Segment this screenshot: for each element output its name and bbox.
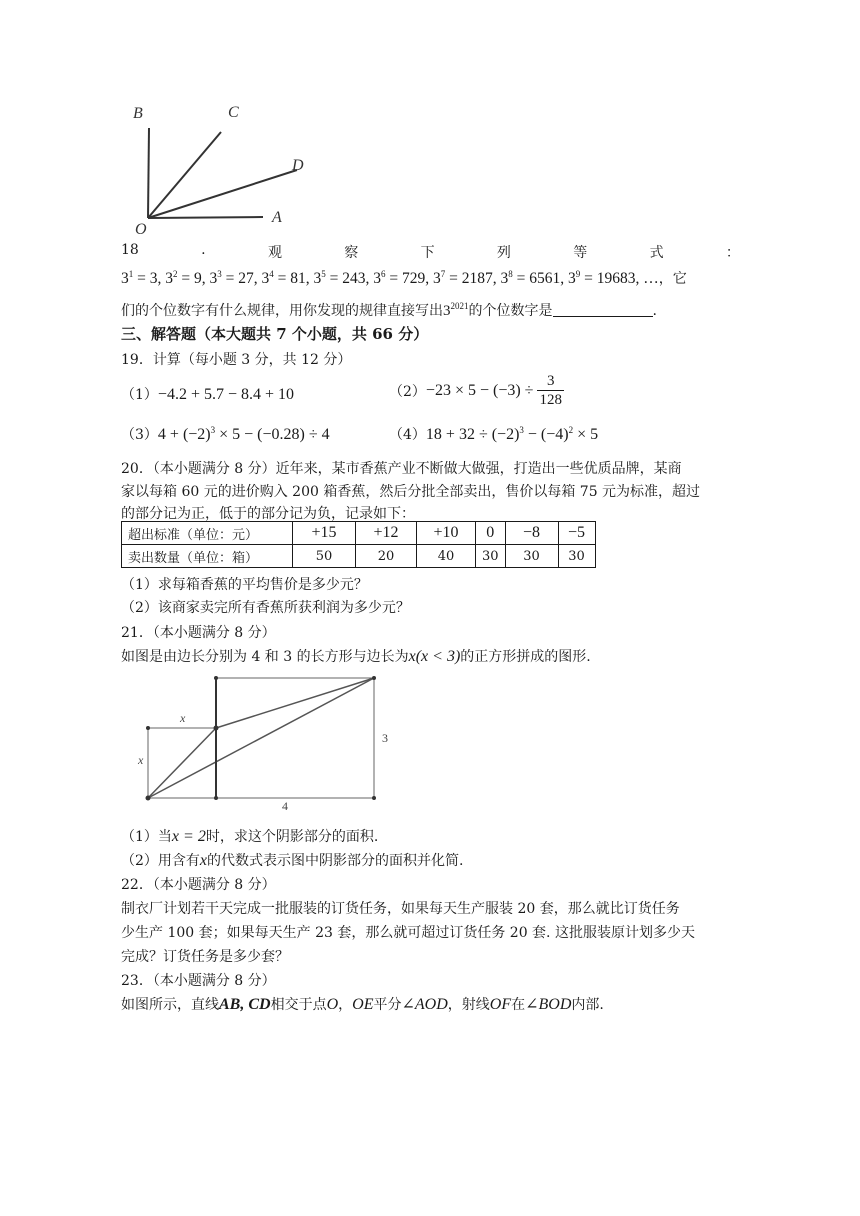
- q20-sub1: （1）求每箱香蕉的平均售价是多少元？: [121, 577, 368, 593]
- answer-blank[interactable]: [553, 302, 653, 317]
- q19-part4: $(4)18 + 32 \div (-2)^3 - (-4)^2 \times 5$: [389, 425, 599, 443]
- ray-oa: [148, 217, 263, 218]
- sales-table: [121, 521, 596, 568]
- q20-line2: 家以每箱 60 元的进价购入 200 箱香蕉，然后分批全部卖出，售价以每箱 75 元为标准，超过: [121, 484, 701, 500]
- q18-heading: 18 . 观 察 下 列 等 式 ：: [121, 242, 740, 261]
- q22-line3: 完成？订货任务是多少套？: [121, 949, 289, 965]
- ray-oc: [148, 132, 221, 218]
- section-title: 三、解答题（本大题共 7 个小题，共 66 分）: [121, 325, 429, 343]
- table-row: 卖出数量（单位：箱） 50 20 40 30 30 30: [122, 545, 596, 568]
- q22-line1: 制衣厂计划若干天完成一批服装的订货任务，如果每天生产服装 20 套，那么就比订货任务: [121, 901, 680, 917]
- table-row: 超出标准（单位：元） +15 +12 +10 0 −8 −5: [122, 522, 596, 545]
- q18-powers: $3^1 = 3$, $3^2 = 9$, $3^3 = 27$, $3^4 = 81$, $3^5 = 243$, $3^6 = 729$, $3^7 = 2187$, $3^8 = 6561$, $3^9 = 19683$, …，它: [121, 269, 687, 287]
- label-top-x: x: [180, 711, 186, 725]
- q21-title: 21．（本小题满分 8 分）: [121, 625, 276, 641]
- q19-part1: （1）−4.2 + 5.7 − 8.4 + 10: [121, 386, 295, 403]
- label-d: D: [292, 157, 304, 174]
- q21-sub2: （2）用含有x的代数式表示图中阴影部分的面积并化简.: [121, 852, 464, 869]
- q22-line2: 少生产 100 套；如果每天生产 23 套，那么就可超过订货任务 20 套. 这批服装原计划多少天: [121, 925, 695, 941]
- label-c: C: [228, 104, 239, 121]
- rectangle-4x3: [216, 678, 374, 798]
- q20-line3: 的部分记为正，低于的部分记为负，记录如下：: [121, 506, 415, 522]
- angle-figure: [125, 100, 325, 238]
- q21-sub1: （1）当x = 2时，求这个阴影部分的面积.: [121, 828, 379, 845]
- fraction: $\frac{3}{128}$: [539, 373, 562, 408]
- q22-title: 22．（本小题满分 8 分）: [121, 877, 276, 893]
- label-a: A: [272, 209, 282, 226]
- q18-question: 们的个位数字有什么规律，用你发现的规律直接写出$3^{2021}$的个位数字是 .: [121, 301, 657, 319]
- label-o: O: [135, 221, 147, 238]
- label-b: B: [133, 105, 143, 122]
- label-left-x: x: [138, 753, 144, 767]
- label-four: 4: [282, 799, 288, 813]
- ray-ob: [148, 128, 149, 218]
- q19-part2: （2） −23 × 5 − (−3) ÷ $\frac{3}{128}$: [389, 373, 562, 408]
- q20-sub2: （2）该商家卖完所有香蕉所获利润为多少元？: [121, 600, 410, 616]
- label-three: 3: [382, 731, 388, 745]
- diagonal-line: [148, 678, 374, 798]
- q19-title: 19．计算（每小题 3 分，共 12 分）: [121, 352, 352, 368]
- q19-part3: $(3)4 + (-2)^3 \times 5 - (-0.28) \div 4$: [121, 425, 330, 443]
- square-diagonal: [148, 728, 216, 798]
- q20-title: 20．（本小题满分 8 分）近年来，某市香蕉产业不断做大做强，打造出一些优质品牌，某商: [121, 461, 682, 477]
- q21-desc: 如图是由边长分别为 4 和 3 的长方形与边长为x(x < 3)的正方形拼成的图形.: [121, 648, 591, 665]
- rectangle-square-figure: [140, 672, 400, 812]
- q23-text: 如图所示，直线AB, CD相交于点O，OE平分∠AOD，射线OF在∠BOD内部.: [121, 996, 604, 1013]
- q23-title: 23．（本小题满分 8 分）: [121, 973, 276, 989]
